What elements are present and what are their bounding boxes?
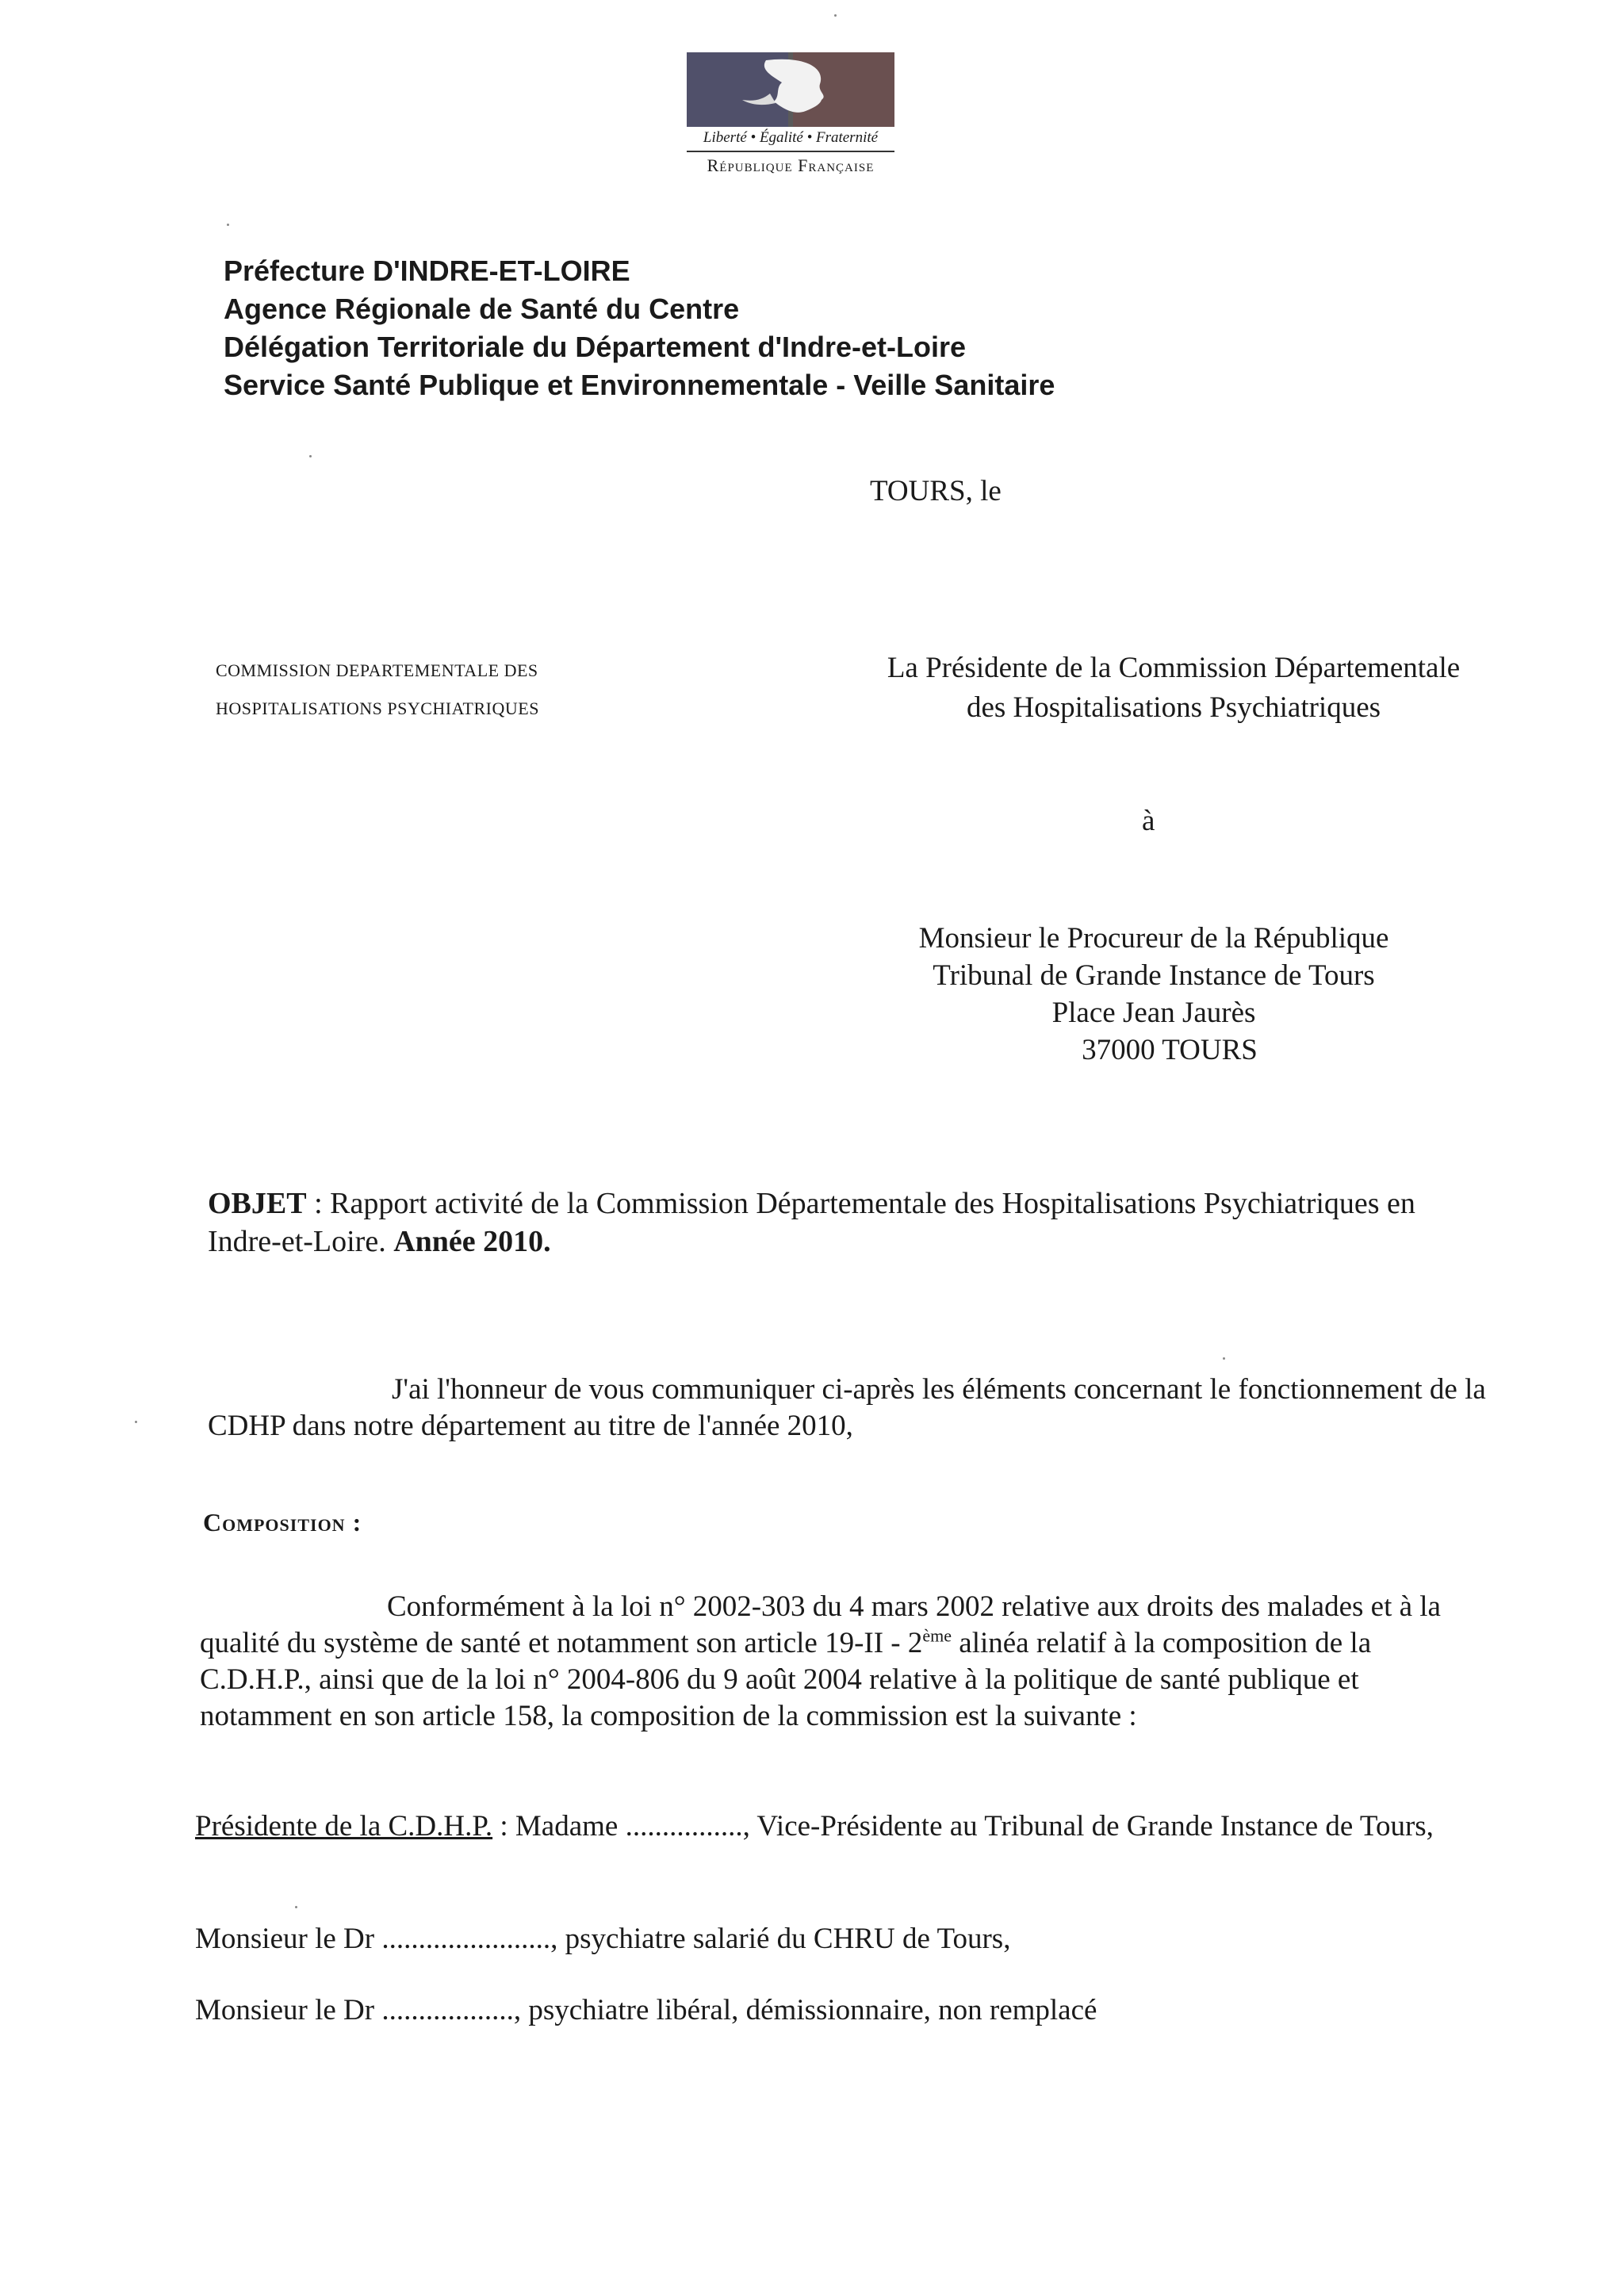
subject-label: OBJET (208, 1187, 307, 1220)
member-psychiatrist-salaried: Monsieur le Dr ......................., psychiatre salarié du CHRU de Tours, (195, 1923, 1011, 1955)
divider (687, 151, 894, 152)
member-text: : Madame ................, Vice-Présidente au Tribunal de Grande Instance de Tours, (492, 1810, 1434, 1843)
subject-text: : Rapport activité de la Commission Départementale des Hospitalisations Psychiatriques en Indre-et-Loire. (208, 1187, 1415, 1258)
scan-speck (295, 1906, 297, 1908)
sender-line1: La Présidente de la Commission Départementale (887, 652, 1461, 684)
sender-line2: des Hospitalisations Psychiatriques (966, 691, 1381, 724)
subject-line (208, 1184, 1492, 1261)
composition-superscript: ème (922, 1625, 952, 1646)
subject-year: Année 2010. (393, 1225, 551, 1258)
recipient-address (856, 920, 1451, 1069)
header-line-service: Service Santé Publique et Environnementale - Veille Sanitaire (224, 369, 1055, 401)
intro-text: J'ai l'honneur de vous communiquer ci-après les éléments concernant le fonctionnement de la CDHP dans notre département au titre de l'année 2010, (208, 1373, 1486, 1442)
marianne-profile-icon (687, 52, 894, 127)
commission-label-line1: COMMISSION DEPARTEMENTALE DES (216, 660, 538, 680)
sender-block (809, 649, 1538, 728)
commission-label-line2: HOSPITALISATIONS PSYCHIATRIQUES (216, 698, 539, 718)
member-president (195, 1809, 1503, 1844)
recipient-line3: Place Jean Jaurès (1051, 997, 1256, 1029)
city-date: TOURS, le (870, 475, 1002, 507)
republic-name: République Française (707, 155, 875, 175)
section-title-composition: Composition : (203, 1508, 362, 1536)
scan-speck (834, 14, 837, 17)
recipient-line4: 37000 TOURS (1082, 1034, 1258, 1066)
recipient-line2: Tribunal de Grande Instance de Tours (933, 959, 1375, 992)
composition-paragraph (200, 1589, 1469, 1735)
recipient-line1: Monsieur le Procureur de la République (918, 922, 1389, 955)
administrative-header (224, 252, 1055, 404)
header-line-delegation: Délégation Territoriale du Département d'Indre-et-Loire (224, 331, 967, 363)
marianne-logo (687, 52, 894, 127)
scan-speck (1223, 1357, 1225, 1360)
member-psychiatrist-liberal: Monsieur le Dr .................., psychiatre libéral, démissionnaire, non remplacé (195, 1994, 1097, 2026)
commission-label (216, 652, 539, 728)
scan-speck (135, 1421, 137, 1423)
header-line-prefecture: Préfecture D'INDRE-ET-LOIRE (224, 254, 630, 287)
republic-motto: Liberté • Égalité • Fraternité (703, 129, 879, 146)
scan-speck (309, 455, 312, 457)
to-word: à (1142, 805, 1155, 837)
scan-speck (227, 224, 229, 226)
header-line-agency: Agence Régionale de Santé du Centre (224, 293, 740, 325)
member-role: Présidente de la C.D.H.P. (195, 1810, 493, 1843)
composition-text-part1: Conformément à la loi n° 2002-303 du 4 mars 2002 relative aux droits des malades et à la qualité du système de santé et notamment son article 19-II - 2 (200, 1590, 1441, 1659)
composition-text-part2: alinéa relatif à la composition de la C.D.H.P., ainsi que de la loi n° 2004-806 du 9 août 2004 relative à la politique de santé publique et notamment en son article 158, la composition de la commission est la suivante : (200, 1627, 1372, 1732)
intro-paragraph (208, 1372, 1492, 1445)
